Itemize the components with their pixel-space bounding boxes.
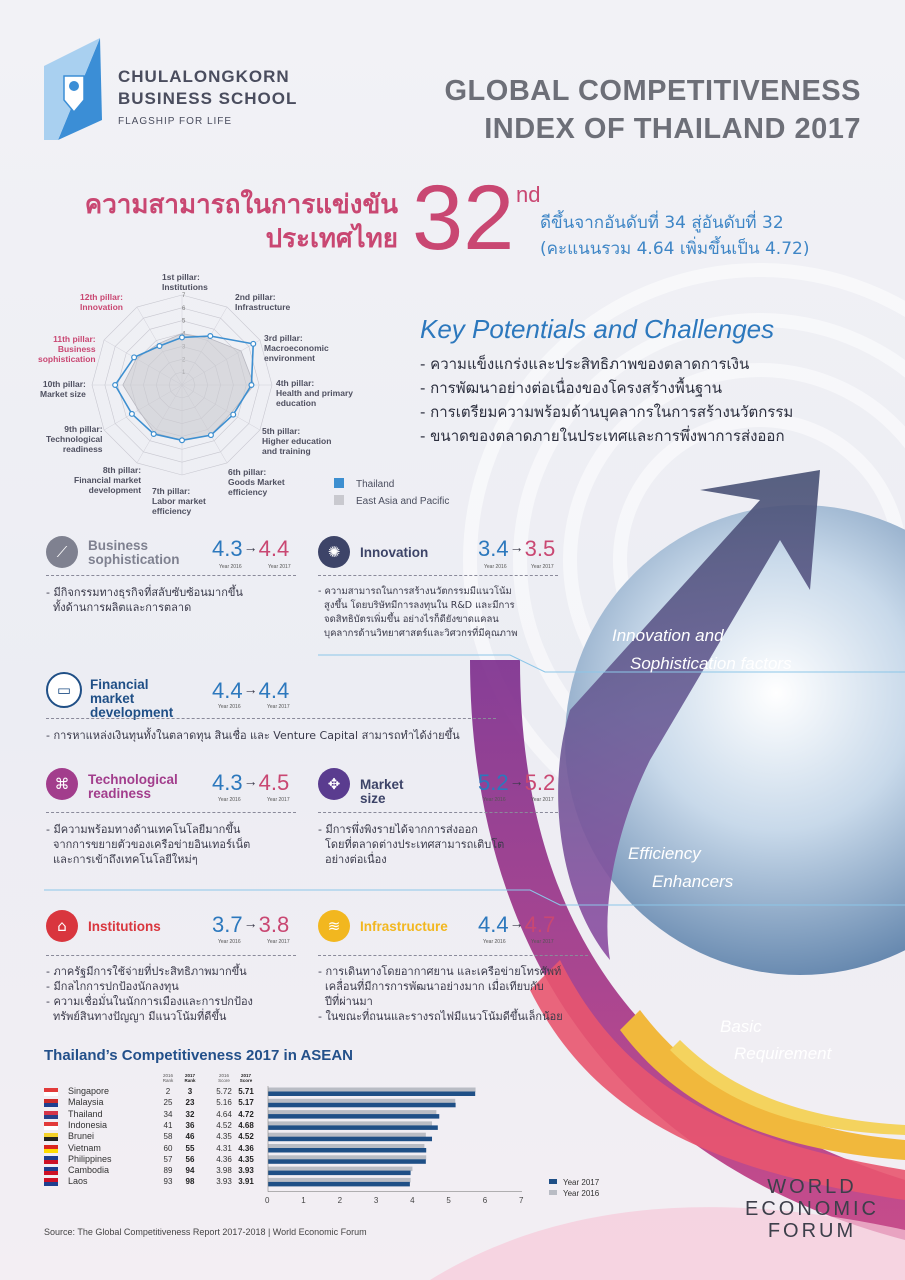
radar-pillar-label-line: 12th pillar:: [80, 292, 123, 302]
radar-pillar-label-line: 2nd pillar:: [235, 292, 276, 302]
key-potential-item: - ขนาดของตลาดภายในประเทศและการพึ่งพาการส่งออก: [420, 427, 785, 445]
school-name-line1: CHULALONGKORN: [118, 67, 290, 86]
x-tick-label: 0: [265, 1195, 270, 1205]
bar-2017: [268, 1092, 475, 1097]
asean-chart-title: Thailand’s Competitiveness 2017 in ASEAN: [44, 1047, 353, 1064]
country-name: Malaysia: [68, 1097, 104, 1108]
radar-pillar-label-line: 7th pillar:: [152, 486, 191, 496]
legend-2017-swatch: [549, 1179, 557, 1184]
bar-2017: [268, 1182, 410, 1187]
bar-2016: [268, 1121, 432, 1126]
right-arrow-icon: →: [509, 915, 524, 931]
note-line: ปีที่ผ่านมา: [318, 995, 373, 1008]
note-line: - มีกิจกรรมทางธุรกิจที่สลับซับซ้อนมากขึ้น: [46, 586, 243, 599]
score-from: 4.3: [212, 536, 243, 561]
country-name: Cambodia: [68, 1165, 110, 1176]
legend-2017: [549, 1178, 599, 1187]
year-from-label: Year 2016: [218, 797, 241, 803]
year-to-label: Year 2017: [267, 797, 290, 803]
note-line: ทั้งด้านการผลิตและการตลาด: [46, 601, 192, 614]
score-2016: 4.52: [216, 1120, 232, 1130]
radar-pillar-label-line: Business: [57, 344, 96, 354]
money-icon: ▭: [46, 672, 82, 708]
circuit-icon: ⌘: [46, 768, 78, 800]
score-2017: 3.93: [238, 1166, 254, 1176]
score-2016: 4.36: [216, 1154, 232, 1164]
radar-pillar-label-line: 10th pillar:: [42, 379, 86, 389]
note-line: โดยที่ตลาดต่างประเทศสามารถเติบโต: [318, 838, 505, 851]
rank-2016: 25: [163, 1098, 173, 1108]
score-2017: 5.71: [238, 1087, 254, 1096]
right-arrow-icon: →: [243, 539, 258, 555]
radar-pillar-label-line: sophistication: [38, 354, 96, 364]
x-tick-label: 3: [373, 1195, 379, 1205]
expand-arrows-icon: ✥: [318, 768, 350, 800]
bar-2017: [268, 1125, 438, 1130]
col-header-line: 2016: [162, 1073, 173, 1078]
score-from: 4.4: [478, 912, 509, 937]
radar-pillar-label-line: efficiency: [152, 506, 192, 516]
score-2016: 5.16: [216, 1098, 232, 1108]
note-line: - การเดินทางโดยอากาศยาน และเครือข่ายโทรศัพท์: [318, 965, 562, 978]
score-2016: 3.93: [216, 1177, 232, 1187]
score-from: 5.2: [478, 770, 509, 795]
radar-scale-label: 5: [182, 318, 186, 325]
radar-pillar-label-line: Institutions: [162, 282, 208, 292]
x-tick-label: 6: [482, 1195, 488, 1205]
year-from-label: Year 2016: [483, 939, 506, 945]
rank-2017: 55: [185, 1143, 195, 1153]
right-arrow-icon: →: [243, 681, 258, 697]
card-label-line2: readiness: [88, 786, 152, 801]
col-header-line: Rank: [162, 1078, 174, 1083]
radar-pillar-label-line: 11th pillar:: [53, 334, 96, 344]
card-label-line1: Business: [88, 538, 149, 553]
score-2017: 5.17: [238, 1098, 254, 1108]
building-icon: ⌂: [46, 910, 78, 942]
note-line: - มีความพร้อมทางด้านเทคโนโลยีมากขึ้น: [46, 823, 241, 836]
country-name: Thailand: [68, 1108, 103, 1119]
year-from-label: Year 2016: [483, 797, 506, 803]
legend-2016-label: Year 2016: [563, 1189, 600, 1198]
col-header-line: 2016: [218, 1073, 229, 1078]
rank-2017: 3: [187, 1087, 193, 1096]
radar-pillar-label-line: Technological: [46, 434, 103, 444]
legend-2017-label: Year 2017: [563, 1178, 600, 1187]
right-arrow-icon: →: [243, 915, 258, 931]
col-header-line: 2017: [240, 1073, 251, 1078]
radar-pillar-label-line: 3rd pillar:: [264, 333, 303, 343]
note-line: - ภาครัฐมีการใช้จ่ายที่ประสิทธิภาพมากขึ้น: [46, 965, 247, 978]
rank-2017: 98: [185, 1177, 195, 1187]
score-2017: 4.72: [238, 1109, 254, 1119]
card-note: - การหาแหล่งเงินทุนทั้งในตลาดทุน สินเชื่อ และ Venture Capital สามารถทำได้ง่ายขึ้น: [46, 729, 460, 742]
page-title-line1: GLOBAL COMPETITIVENESS: [444, 75, 861, 107]
score-from: 4.4: [212, 678, 243, 703]
x-tick-label: 7: [519, 1195, 524, 1205]
country-name: Vietnam: [68, 1142, 101, 1153]
year-to-label: Year 2017: [268, 564, 291, 570]
score-2016: 4.35: [216, 1132, 232, 1142]
score-to: 4.7: [524, 912, 556, 937]
rank-2016: 89: [163, 1166, 173, 1176]
bar-2016: [268, 1110, 436, 1115]
thai-heading-line1: ความสามารถในการแข่งขัน: [84, 190, 398, 220]
note-line: บุคลากรด้านวิทยาศาสตร์และวิศวกรที่มีคุณภาพ: [318, 628, 518, 639]
radar-pillar-label-line: readiness: [62, 444, 103, 454]
arrow-label-efficiency-1: Efficiency: [628, 844, 701, 863]
score-2016: 5.72: [216, 1087, 232, 1096]
card-label: Infrastructure: [360, 919, 448, 934]
card-label-line2: sophistication: [88, 552, 180, 567]
legend-region-label: East Asia and Pacific: [356, 496, 450, 507]
radar-pillar-label-line: Macroeconomic: [264, 343, 329, 353]
card-label-line1: Technological: [88, 772, 178, 787]
rank-2016: 41: [163, 1120, 173, 1130]
arrow-label-innovation-1: Innovation and: [612, 626, 724, 645]
radar-pillar-label-line: 8th pillar:: [102, 465, 142, 475]
arrow-label-basic-2: Requirement: [734, 1044, 832, 1063]
bar-2017: [268, 1159, 426, 1164]
radar-pillar-label-line: 1st pillar:: [162, 272, 200, 282]
note-line: - มีกลไกการปกป้องนักลงทุน: [46, 980, 179, 993]
road-icon: ≋: [318, 910, 350, 942]
note-line: จากการขยายตัวของเครือข่ายอินเทอร์เน็ต: [46, 838, 251, 851]
bar-2017: [268, 1137, 432, 1142]
rank-description-line1: ดีขึ้นจากอันดับที่ 34 สู่อันดับที่ 32: [540, 213, 784, 233]
key-potential-item: - ความแข็งแกร่งและประสิทธิภาพของตลาดการเงิน: [420, 355, 750, 373]
rank-description-line2: (คะแนนรวม 4.64 เพิ่มขึ้นเป็น 4.72): [540, 239, 810, 259]
col-header-line: Score: [239, 1078, 253, 1083]
rank-2016: 60: [163, 1143, 173, 1153]
arrow-label-efficiency-2: Enhancers: [652, 872, 734, 891]
bar-2016: [268, 1099, 455, 1104]
col-header-line: 2017: [184, 1073, 195, 1078]
key-potential-item: - การพัฒนาอย่างต่อเนื่องของโครงสร้างพื้นฐาน: [420, 379, 722, 397]
page-title-line2: INDEX OF THAILAND 2017: [484, 113, 861, 145]
note-line: สูงขึ้น โดยบริษัทมีการลงทุนใน R&D และมีการ: [318, 600, 515, 611]
card-label-line2: development: [90, 705, 174, 720]
sparkle-icon: ✺: [318, 536, 350, 568]
rank-number: 32: [412, 167, 515, 269]
note-line: เคลื่อนที่มีการการพัฒนาอย่างมาก เมื่อเทียบกับ: [318, 980, 544, 993]
x-tick-label: 2: [337, 1195, 343, 1205]
col-header-line: Score: [218, 1078, 230, 1083]
radar-pillar-label-line: Labor market: [152, 496, 206, 506]
year-to-label: Year 2017: [531, 564, 554, 570]
score-2017: 4.35: [238, 1154, 254, 1164]
score-2017: 4.36: [238, 1143, 254, 1153]
arrow-label-basic-1: Basic: [720, 1017, 762, 1036]
radar-pillar-label-line: Higher education: [262, 436, 332, 446]
x-tick-label: 5: [446, 1195, 451, 1205]
right-arrow-icon: →: [243, 773, 258, 789]
score-2017: 4.52: [238, 1132, 254, 1142]
score-from: 3.7: [212, 912, 243, 937]
network-icon: ⟋: [46, 536, 78, 568]
card-label: Market size: [360, 777, 404, 806]
score-2016: 3.98: [216, 1166, 232, 1176]
radar-pillar-label-line: 4th pillar:: [276, 378, 315, 388]
radar-pillar-label-line: environment: [264, 353, 316, 363]
year-to-label: Year 2017: [267, 939, 290, 945]
score-to: 3.8: [258, 912, 290, 937]
bar-2017: [268, 1114, 439, 1119]
radar-pillar-label-line: 9th pillar:: [64, 424, 103, 434]
radar-scale-label: 7: [182, 293, 186, 299]
score-2017: 3.91: [238, 1177, 254, 1187]
score-to: 4.5: [258, 770, 290, 795]
score-2017: 4.68: [238, 1120, 254, 1130]
radar-pillar-label-line: development: [88, 485, 142, 495]
country-name: Laos: [68, 1176, 88, 1187]
year-to-label: Year 2017: [267, 704, 290, 710]
score-from: 3.4: [478, 536, 509, 561]
radar-pillar-label-line: 6th pillar:: [228, 467, 267, 477]
note-line: - มีการพึ่งพิงรายได้จากการส่งออก: [318, 823, 478, 836]
bar-2016: [268, 1133, 426, 1138]
score-from: 4.3: [212, 770, 243, 795]
rank-2016: 58: [163, 1132, 173, 1142]
x-tick-label: 4: [410, 1195, 415, 1205]
rank-2017: 46: [185, 1132, 195, 1142]
rank-2016: 93: [163, 1177, 173, 1187]
country-name: Brunei: [68, 1131, 95, 1142]
x-tick-label: 1: [301, 1195, 306, 1205]
school-name-line2: BUSINESS SCHOOL: [118, 89, 298, 108]
bar-2016: [268, 1144, 424, 1149]
year-from-label: Year 2016: [218, 939, 241, 945]
rank-2016: 2: [165, 1087, 171, 1096]
note-line: อย่างต่อเนื่อง: [318, 853, 387, 866]
year-from-label: Year 2016: [484, 564, 507, 570]
card-label-line1: Financial market: [90, 677, 149, 706]
wef-logo-line3: FORUM: [767, 1220, 857, 1242]
radar-pillar-label-line: Innovation: [80, 302, 123, 312]
bar-2016: [268, 1178, 411, 1183]
bar-2017: [268, 1148, 426, 1153]
rank-2017: 36: [185, 1120, 195, 1130]
wef-logo-line1: WORLD: [767, 1176, 857, 1198]
note-line: และการเข้าถึงเทคโนโลยีใหม่ๆ: [46, 853, 198, 866]
rank-2016: 57: [163, 1154, 173, 1164]
bar-2016: [268, 1167, 412, 1172]
wef-logo-line2: ECONOMIC: [745, 1198, 879, 1220]
country-name: Philippines: [68, 1153, 112, 1164]
rank-2016: 34: [163, 1109, 173, 1119]
rank-2017: 94: [185, 1166, 195, 1176]
school-tagline: FLAGSHIP FOR LIFE: [118, 116, 233, 127]
score-2016: 4.64: [216, 1109, 232, 1119]
radar-scale-label: 6: [182, 305, 186, 312]
year-to-label: Year 2017: [531, 797, 554, 803]
right-arrow-icon: →: [509, 773, 524, 789]
rank-2017: 23: [185, 1098, 195, 1108]
radar-pillar-label-line: Infrastructure: [235, 302, 291, 312]
rank-2017: 56: [185, 1154, 195, 1164]
country-name: Singapore: [68, 1086, 110, 1096]
radar-pillar-label-line: Goods Market: [228, 477, 285, 487]
bar-2016: [268, 1088, 476, 1093]
score-2016: 4.31: [216, 1143, 232, 1153]
radar-pillar-label-line: Market size: [40, 389, 86, 399]
bar-2017: [268, 1171, 411, 1176]
score-to: 3.5: [524, 536, 556, 561]
radar-pillar-label-line: and training: [262, 446, 311, 456]
col-header-line: Rank: [184, 1078, 196, 1083]
note-line: จดสิทธิบัตรเพิ่มขึ้น อย่างไรก็ดียังขาดแคลน: [318, 614, 499, 625]
radar-pillar-label-line: Financial market: [74, 475, 142, 485]
year-from-label: Year 2016: [219, 564, 242, 570]
note-line: ทรัพย์สินทางปัญญา มีแนวโน้มที่ดีขึ้น: [46, 1010, 227, 1023]
radar-pillar-label-line: Health and primary: [276, 388, 353, 398]
legend-2016: [549, 1189, 599, 1198]
legend-thailand-label: Thailand: [356, 479, 395, 490]
radar-pillar-label-line: efficiency: [228, 487, 268, 497]
score-to: 4.4: [258, 536, 290, 561]
thai-heading-line2: ประเทศไทย: [265, 224, 398, 254]
rank-2017: 32: [185, 1109, 195, 1119]
radar-pillar-label-line: 5th pillar:: [262, 426, 301, 436]
note-line: - ความสามารถในการสร้างนวัตกรรมมีแนวโน้ม: [318, 586, 512, 597]
card-label: Innovation: [360, 545, 429, 560]
wef-logo: [745, 1176, 879, 1242]
card-label: Institutions: [88, 919, 161, 934]
radar-pillar-label-line: education: [276, 398, 317, 408]
rank-suffix: nd: [516, 182, 541, 207]
bar-2016: [268, 1155, 426, 1160]
country-name: Indonesia: [68, 1119, 108, 1130]
key-potential-item: - การเตรียมความพร้อมด้านบุคลากรในการสร้างนวัตกรรม: [420, 403, 794, 421]
year-to-label: Year 2017: [531, 939, 554, 945]
note-line: - ความเชื่อมั่นในนักการเมืองและการปกป้อง: [46, 995, 253, 1008]
legend-2016-swatch: [549, 1190, 557, 1195]
score-to: 4.4: [258, 678, 290, 703]
note-line: - ในขณะที่ถนนและรางรถไฟมีแนวโน้มดีขึ้นเล็กน้อย: [318, 1010, 563, 1023]
key-potentials-title: Key Potentials and Challenges: [420, 314, 775, 344]
source-note: Source: The Global Competitiveness Report 2017-2018 | World Economic Forum: [44, 1227, 367, 1237]
score-to: 5.2: [524, 770, 556, 795]
year-from-label: Year 2016: [218, 704, 241, 710]
arrow-label-innovation-2: Sophistication factors: [630, 654, 792, 673]
bar-2017: [268, 1103, 456, 1108]
right-arrow-icon: →: [509, 539, 524, 555]
